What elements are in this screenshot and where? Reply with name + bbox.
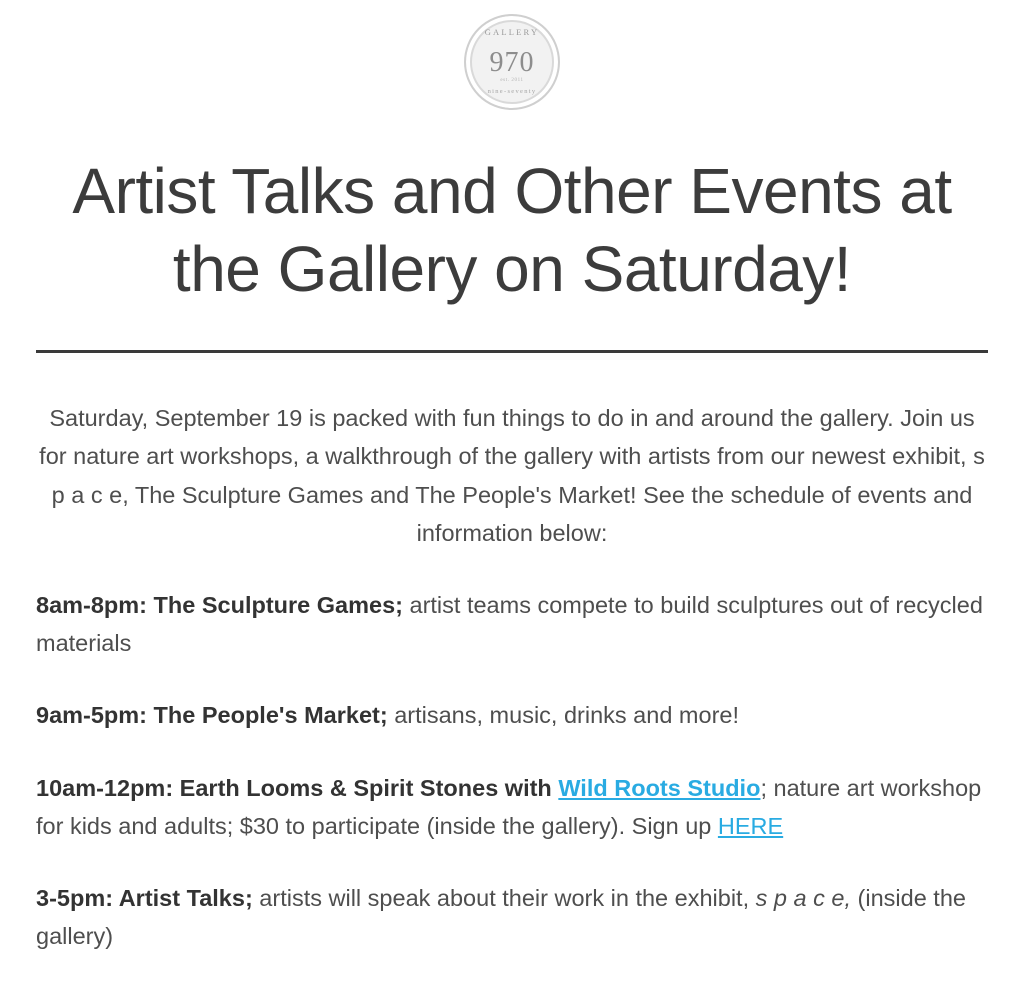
logo-container	[0, 0, 1024, 116]
schedule-entry-sculpture-games	[36, 586, 988, 662]
entry-text: artists will speak about their work in the exhibit,	[252, 884, 756, 911]
signup-here-link[interactable]: HERE	[717, 812, 784, 839]
entry-exhibit-name: s p a c e,	[755, 884, 852, 911]
entry-text-after: (inside the gallery)	[36, 884, 966, 949]
entry-text: artisans, music, drinks and more!	[387, 702, 739, 729]
entry-label: 9am-5pm: The People's Market;	[36, 702, 388, 729]
logo-top-text: GALLERY	[484, 27, 540, 37]
intro-paragraph: Saturday, September 19 is packed with fun things to do in and around the gallery. Join us for nature art workshops, a walkthrough of the gallery with artists from our newest exhibit, s p a c e, The Sculpture Games and The People's Market! See the schedule of events and information below:	[39, 405, 985, 547]
schedule-entry-earth-looms	[36, 769, 988, 845]
logo-sub-text: nine-seventy	[487, 88, 537, 95]
entry-label: 3-5pm: Artist Talks;	[36, 884, 253, 911]
logo-mid-text: est. 2011	[500, 78, 524, 83]
entry-text: ; nature art workshop for kids and adults; $30 to participate (inside the gallery). Sign up	[36, 774, 982, 839]
entry-label: 8am-8pm: The Sculpture Games;	[36, 592, 403, 619]
page-title: Artist Talks and Other Events at the Gallery on Saturday!	[72, 155, 952, 306]
schedule-entry-artist-talks	[36, 879, 988, 955]
entry-label: 10am-12pm: Earth Looms & Spirit Stones with	[36, 774, 559, 801]
wild-roots-studio-link[interactable]: Wild Roots Studio	[558, 774, 761, 801]
entry-text: artist teams compete to build sculptures out of recycled materials	[36, 592, 983, 657]
logo-number: 970	[489, 47, 535, 78]
gallery-970-logo-icon	[464, 14, 560, 110]
schedule-entry-peoples-market	[36, 696, 988, 734]
title-divider	[36, 350, 988, 353]
